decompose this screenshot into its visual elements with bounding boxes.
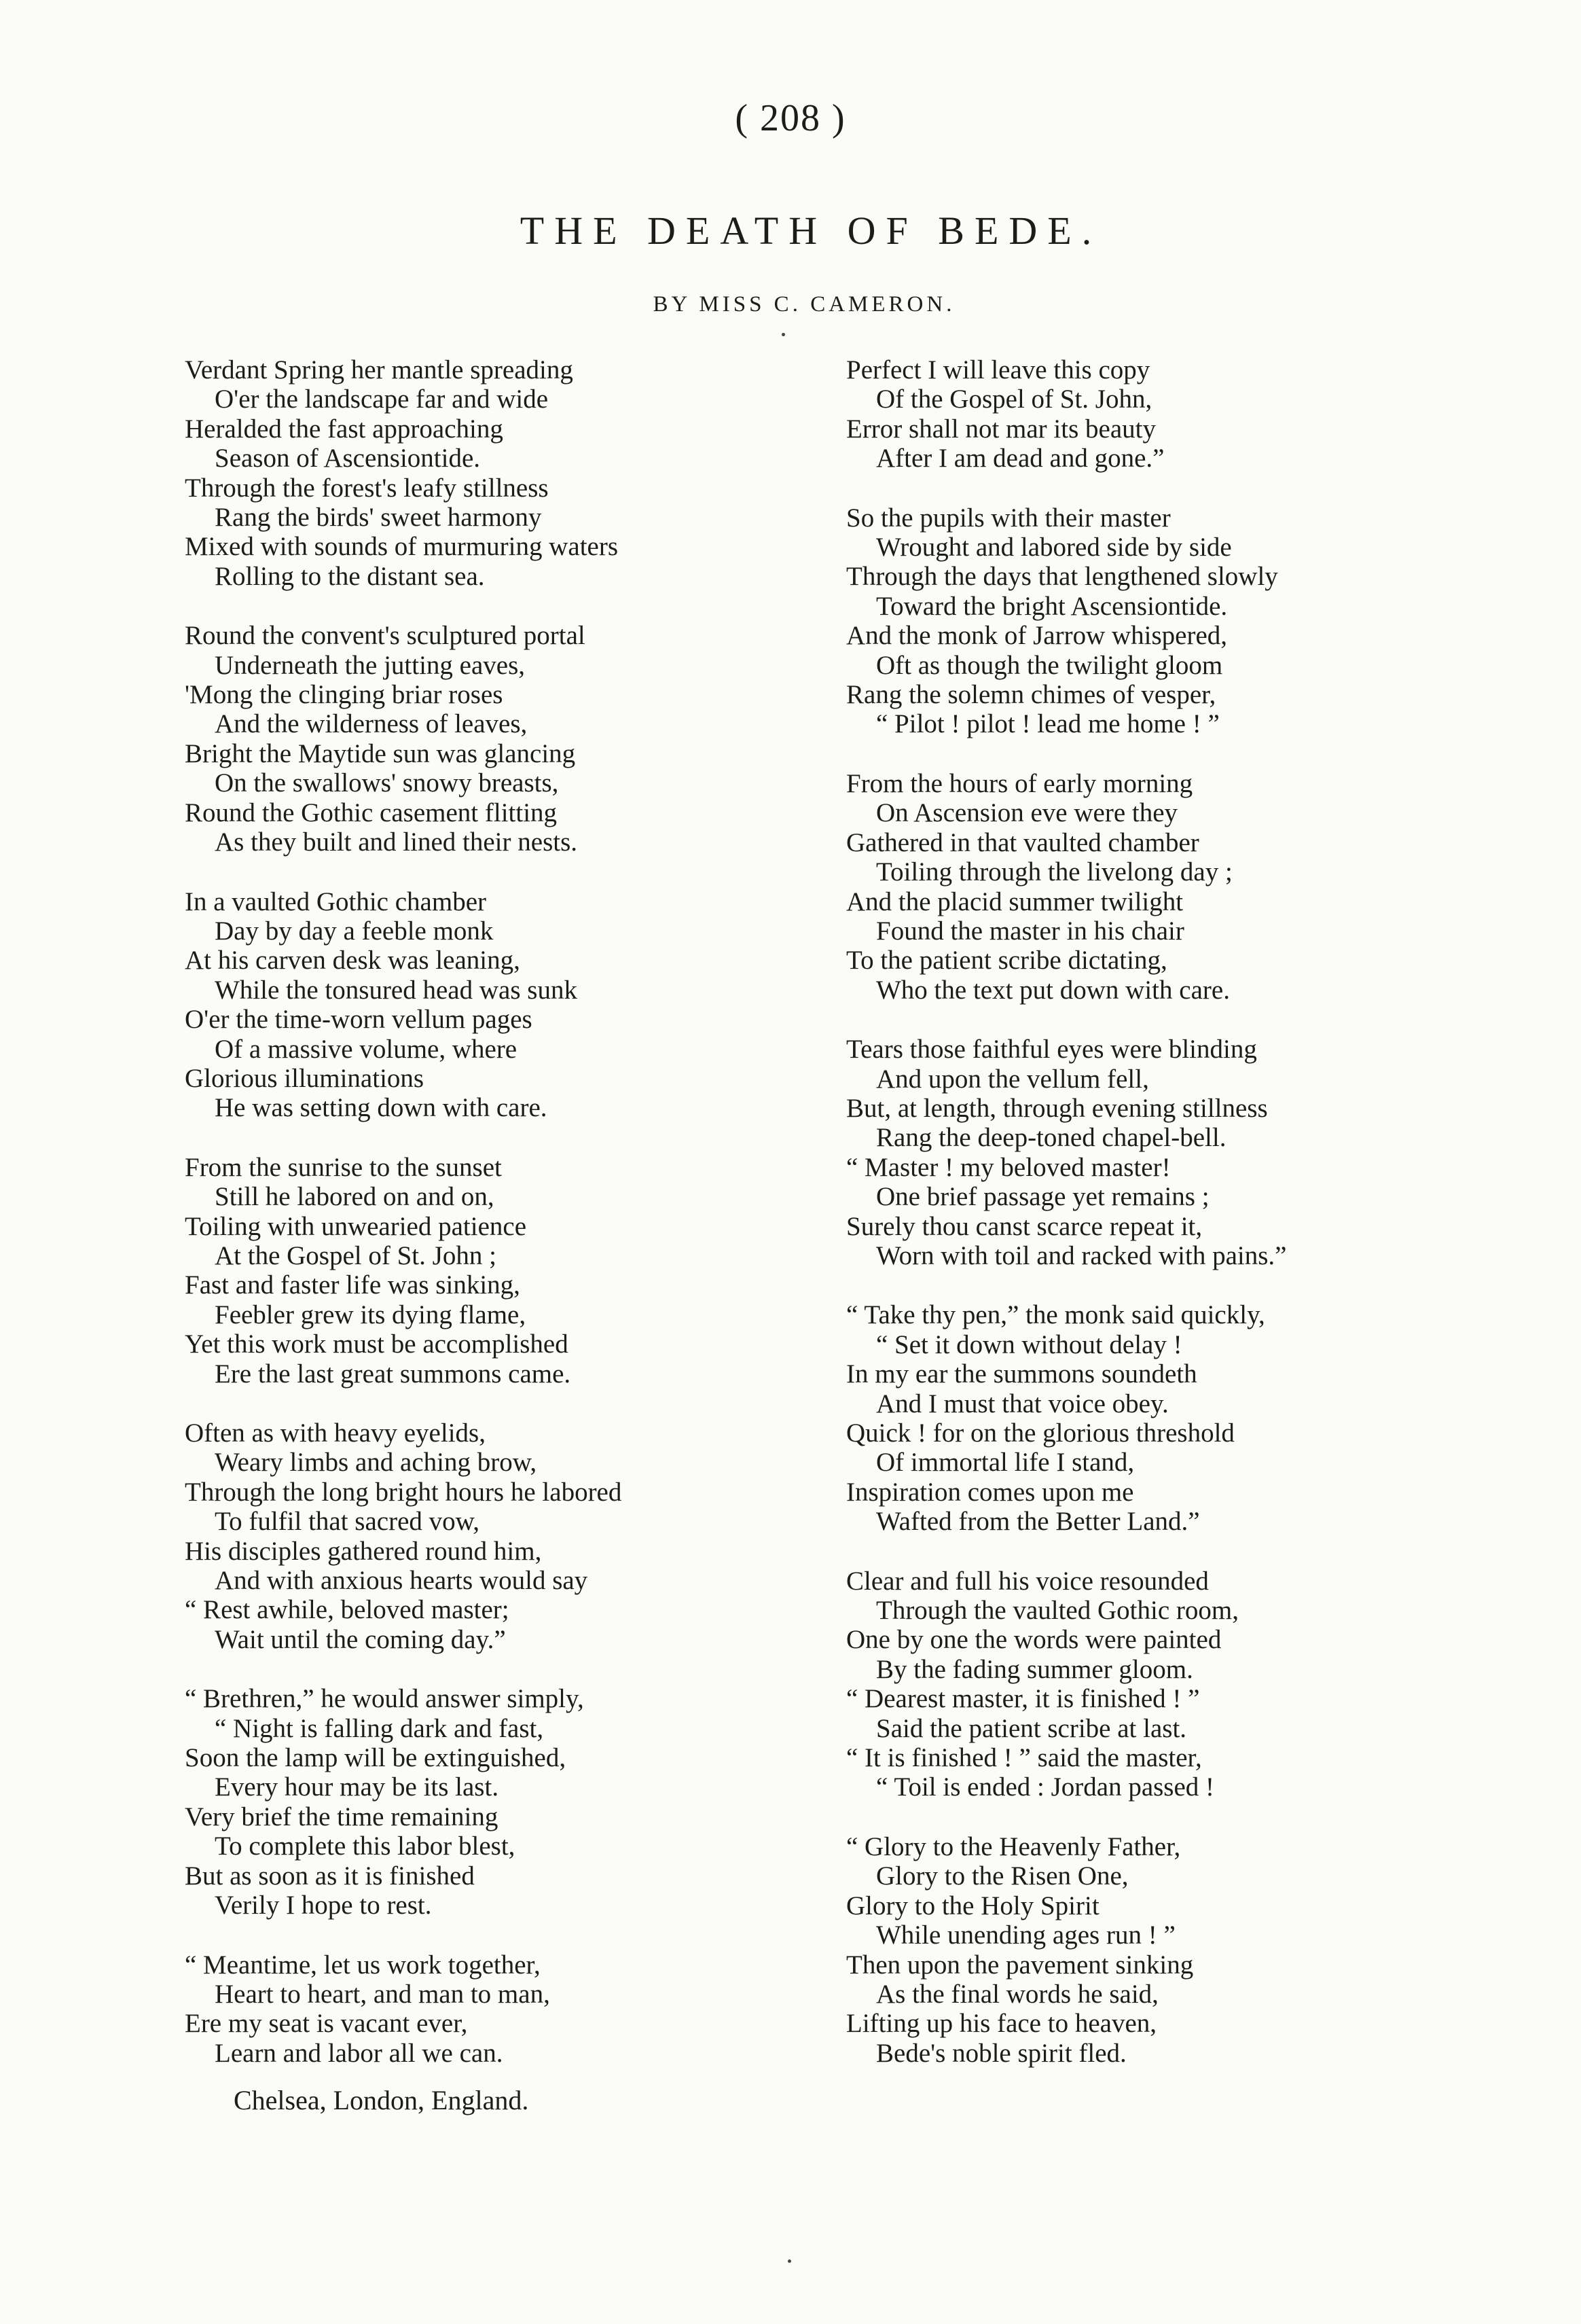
verse-line: His disciples gathered round him, <box>185 1536 542 1566</box>
verse-line: Through the long bright hours he labored <box>185 1477 622 1507</box>
verse-line: Day by day a feeble monk <box>215 916 494 946</box>
verse-line: Quick ! for on the glorious threshold <box>846 1418 1235 1448</box>
verse-line: Wafted from the Better Land.” <box>876 1507 1200 1537</box>
poem-title: THE DEATH OF BEDE. <box>520 209 1102 253</box>
stanza <box>846 355 1546 473</box>
verse-line: Lifting up his face to heaven, <box>846 2009 1157 2039</box>
verse-line: In my ear the summons soundeth <box>846 1359 1197 1389</box>
verse-line: While the tonsured head was sunk <box>215 975 577 1005</box>
verse-line: From the hours of early morning <box>846 768 1193 798</box>
verse-line: Glorious illuminations <box>185 1063 424 1093</box>
verse-line: O'er the time-worn vellum pages <box>185 1005 532 1035</box>
verse-line: “ Meantime, let us work together, <box>185 1950 541 1980</box>
verse-line: “ Brethren,” he would answer simply, <box>185 1684 584 1714</box>
print-speck <box>782 333 785 336</box>
verse-line: Bede's noble spirit fled. <box>876 2038 1127 2068</box>
verse-line: Verily I hope to rest. <box>215 1891 432 1920</box>
verse-line: But, at length, through evening stillness <box>846 1093 1268 1123</box>
verse-line: Of immortal life I stand, <box>876 1448 1135 1478</box>
verse-line: Season of Ascensiontide. <box>215 444 481 473</box>
verse-line: “ Master ! my beloved master! <box>846 1152 1171 1182</box>
verse-line: “ Rest awhile, beloved master; <box>185 1595 509 1625</box>
verse-line: Clear and full his voice resounded <box>846 1566 1209 1596</box>
verse-line: Heralded the fast approaching <box>185 414 503 444</box>
verse-line: Toiling through the livelong day ; <box>876 857 1233 887</box>
stanza <box>185 1684 823 1920</box>
verse-line: Of a massive volume, where <box>215 1034 517 1064</box>
verse-line: Of the Gospel of St. John, <box>876 385 1152 414</box>
verse-line: Ere the last great summons came. <box>215 1359 571 1389</box>
verse-line: From the sunrise to the sunset <box>185 1152 502 1182</box>
verse-line: Toiling with unwearied patience <box>185 1211 527 1241</box>
verse-line: Wrought and labored side by side <box>876 533 1232 562</box>
verse-line: At the Gospel of St. John ; <box>215 1240 496 1270</box>
verse-line: Mixed with sounds of murmuring waters <box>185 532 619 562</box>
verse-line: And the placid summer twilight <box>846 887 1184 916</box>
verse-line: And with anxious hearts would say <box>215 1566 588 1596</box>
verse-line: Rang the deep-toned chapel-bell. <box>876 1123 1226 1153</box>
verse-line: Through the days that lengthened slowly <box>846 562 1278 592</box>
verse-line: And the monk of Jarrow whispered, <box>846 621 1228 651</box>
verse-line: While unending ages run ! ” <box>876 1920 1176 1950</box>
verse-line: “ Dearest master, it is finished ! ” <box>846 1684 1200 1714</box>
verse-line: As the final words he said, <box>876 1979 1159 2009</box>
verse-line: Surely thou canst scarce repeat it, <box>846 1211 1203 1241</box>
verse-line: “ Toil is ended : Jordan passed ! <box>876 1772 1215 1802</box>
verse-line: Tears those faithful eyes were blinding <box>846 1035 1257 1065</box>
signature: Chelsea, London, England. <box>234 2085 529 2116</box>
verse-line: So the pupils with their master <box>846 503 1171 533</box>
stanza <box>846 1832 1546 2068</box>
verse-line: Wait until the coming day.” <box>215 1624 506 1654</box>
verse-line: On the swallows' snowy breasts, <box>215 768 559 798</box>
verse-line: In a vaulted Gothic chamber <box>185 887 486 916</box>
verse-line: Found the master in his chair <box>876 916 1184 946</box>
verse-line: Rang the birds' sweet harmony <box>215 503 542 533</box>
stanza <box>185 355 823 591</box>
stanza <box>185 621 823 857</box>
verse-line: Through the forest's leafy stillness <box>185 473 549 503</box>
verse-line: Every hour may be its last. <box>215 1772 499 1802</box>
verse-line: Worn with toil and racked with pains.” <box>876 1240 1287 1270</box>
stanza <box>185 1418 823 1654</box>
verse-line: 'Mong the clinging briar roses <box>185 680 503 710</box>
verse-line: Gathered in that vaulted chamber <box>846 827 1199 857</box>
verse-line: “ Take thy pen,” the monk said quickly, <box>846 1300 1265 1330</box>
verse-line: Who the text put down with care. <box>876 975 1230 1005</box>
verse-line: Then upon the pavement sinking <box>846 1950 1194 1980</box>
verse-line: On Ascension eve were they <box>876 798 1178 828</box>
verse-line: Weary limbs and aching brow, <box>215 1448 537 1478</box>
verse-line: “ Night is falling dark and fast, <box>215 1713 544 1743</box>
verse-line: And upon the vellum fell, <box>876 1064 1149 1094</box>
verse-line: “ It is finished ! ” said the master, <box>846 1743 1202 1773</box>
stanza <box>185 887 823 1123</box>
verse-line: Glory to the Holy Spirit <box>846 1891 1100 1920</box>
verse-line: And I must that voice obey. <box>876 1389 1169 1418</box>
stanza <box>846 769 1546 1005</box>
verse-line: Oft as though the twilight gloom <box>876 650 1223 680</box>
verse-line: Very brief the time remaining <box>185 1802 498 1831</box>
verse-line: Perfect I will leave this copy <box>846 355 1150 385</box>
verse-line: Heart to heart, and man to man, <box>215 1979 550 2009</box>
verse-line: Underneath the jutting eaves, <box>215 650 526 680</box>
verse-line: O'er the landscape far and wide <box>215 385 549 414</box>
page-number: ( 208 ) <box>735 97 846 139</box>
verse-line: Glory to the Risen One, <box>876 1861 1129 1891</box>
verse-line: Rang the solemn chimes of vesper, <box>846 680 1216 710</box>
verse-line: To complete this labor blest, <box>215 1831 515 1861</box>
verse-line: Inspiration comes upon me <box>846 1477 1134 1507</box>
verse-line: To fulfil that sacred vow, <box>215 1507 480 1537</box>
stanza <box>185 1153 823 1389</box>
verse-line: To the patient scribe dictating, <box>846 946 1167 976</box>
verse-line: One by one the words were painted <box>846 1625 1222 1655</box>
poem-right-column <box>846 355 1546 2098</box>
verse-line: “ Set it down without delay ! <box>876 1329 1182 1359</box>
verse-line: One brief passage yet remains ; <box>876 1182 1210 1212</box>
verse-line: As they built and lined their nests. <box>215 827 578 857</box>
verse-line: After I am dead and gone.” <box>876 444 1165 473</box>
verse-line: Fast and faster life was sinking, <box>185 1270 520 1300</box>
verse-line: And the wilderness of leaves, <box>215 709 528 739</box>
verse-line: Soon the lamp will be extinguished, <box>185 1743 566 1773</box>
print-speck <box>788 2259 791 2263</box>
verse-line: Learn and labor all we can. <box>215 2038 503 2068</box>
verse-line: But as soon as it is finished <box>185 1861 475 1891</box>
stanza <box>846 1035 1546 1270</box>
verse-line: Yet this work must be accomplished <box>185 1329 568 1359</box>
verse-line: Still he labored on and on, <box>215 1182 494 1212</box>
verse-line: Error shall not mar its beauty <box>846 414 1156 444</box>
verse-line: Round the convent's sculptured portal <box>185 621 585 651</box>
verse-line: At his carven desk was leaning, <box>185 946 520 976</box>
stanza <box>846 1567 1546 1802</box>
stanza <box>846 503 1546 739</box>
stanza <box>185 1950 823 2069</box>
verse-line: Feebler grew its dying flame, <box>215 1300 526 1329</box>
verse-line: Ere my seat is vacant ever, <box>185 2009 468 2039</box>
verse-line: Rolling to the distant sea. <box>215 561 485 591</box>
verse-line: Through the vaulted Gothic room, <box>876 1596 1239 1626</box>
verse-line: Verdant Spring her mantle spreading <box>185 355 573 385</box>
verse-line: Toward the bright Ascensiontide. <box>876 591 1228 621</box>
verse-line: Round the Gothic casement flitting <box>185 798 558 827</box>
verse-line: He was setting down with care. <box>215 1093 547 1123</box>
stanza <box>846 1300 1546 1536</box>
verse-line: Often as with heavy eyelids, <box>185 1418 486 1448</box>
verse-line: By the fading summer gloom. <box>876 1654 1193 1684</box>
verse-line: “ Glory to the Heavenly Father, <box>846 1831 1181 1861</box>
verse-line: Said the patient scribe at last. <box>876 1713 1187 1743</box>
verse-line: Bright the Maytide sun was glancing <box>185 738 576 768</box>
verse-line: “ Pilot ! pilot ! lead me home ! ” <box>876 709 1220 739</box>
poem-byline: BY MISS C. CAMERON. <box>653 292 956 317</box>
poem-left-column <box>185 355 823 2116</box>
